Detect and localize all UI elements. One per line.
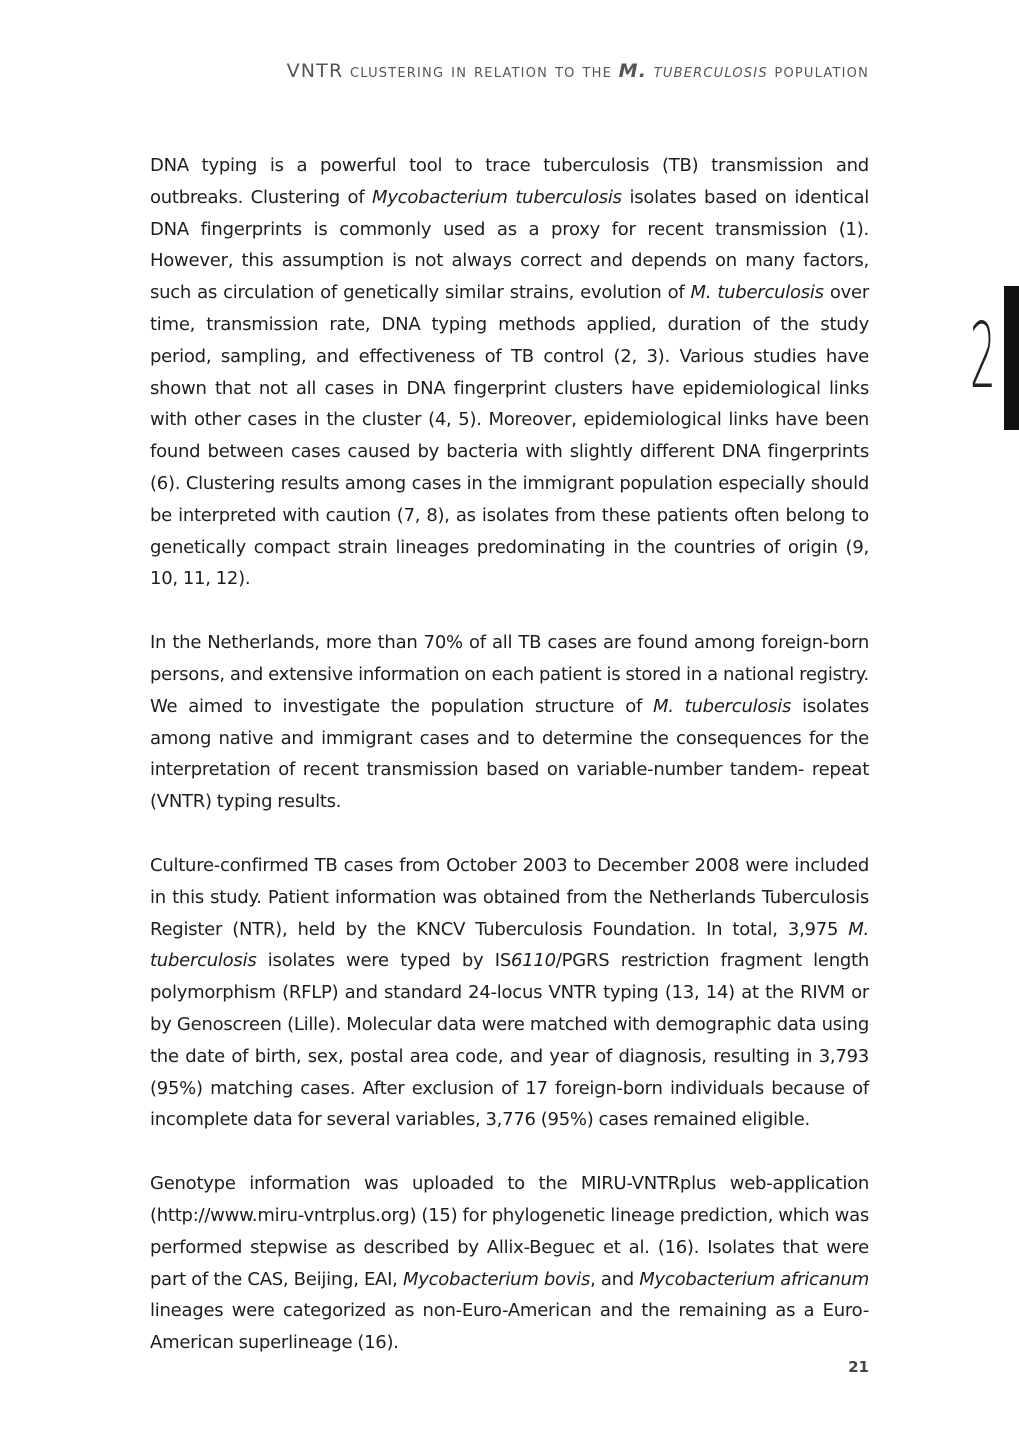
italic-run: M. tuberculosis [652,695,792,717]
chapter-tab-bar [1004,286,1019,430]
italic-run: 6110 [511,950,556,972]
running-head [287,60,869,82]
chapter-number: 2 [970,304,996,409]
page-number: 21 [848,1358,869,1376]
text-run: isolates were typed by IS [256,950,512,972]
text-run: DNA typing is a powerful tool to trace tuberculosis (TB) transmission and outbreaks. Clustering of [150,155,869,208]
text-run: lineages were categorized as non-Euro-American and the remaining as a Euro-American superlineage (16). [150,1300,869,1354]
text-run: , and [590,1268,640,1290]
paragraph-2 [150,627,869,818]
paragraph-1 [150,150,869,595]
running-head-part1: VNTR [286,60,344,82]
running-head-part4: tuberculosis [653,61,768,82]
text-run: isolates based on identical DNA fingerprints is commonly used as a proxy for recent transmission (1). However, this assumption is not always correct and depends on many factors, such as circulation of genetically similar strains, evolution of [150,186,869,304]
italic-run: Mycobacterium africanum [639,1268,869,1290]
text-run: isolates among native and immigrant cases and to determine the consequences for the interpretation of recent transmission based on variable-number tandem- repeat (VNTR) typing results. [150,695,869,813]
text-run: /PGRS restriction fragment length polymorphism (RFLP) and standard 24-locus VNTR typing (13, 14) at the RIVM or by Genoscreen (Lille). Molecular data were matched with demographic data using the date of birth, sex, postal area code, and year of diagnosis, resulting in 3,793 (95%) matching cases. After exclusion of 17 foreign-born individuals because of incomplete data for several variables, 3,776 (95%) cases remained eligible. [150,950,869,1131]
text-run: over time, transmission rate, DNA typing methods applied, duration of the study period, sampling, and effectiveness of TB control (2, 3). Various studies have shown that not all cases in DNA fingerprint clusters have epidemiological links with other cases in the cluster (4, 5). Moreover, epidemiological links have been found between cases caused by bacteria with slightly different DNA fingerprints (6). Clustering results among cases in the immigrant population especially should be interpreted with caution (7, 8), as isolates from these patients often belong to genetically compact strain lineages predominating in the countries of origin (9, 10, 11, 12). [150,282,869,590]
paragraph-4 [150,1168,869,1359]
italic-run: Mycobacterium tuberculosis [372,186,622,208]
text-run: In the Netherlands, more than 70% of all TB cases are found among foreign-born persons, and extensive information on each patient is stored in a national registry. We aimed to investigate the population structure of [150,632,869,717]
italic-run: Mycobacterium bovis [402,1268,591,1290]
italic-run: M. tuberculosis [690,282,824,304]
text-run: Genotype information was uploaded to the MIRU-VNTRplus web-application (http://www.miru-vntrplus.org) (15) for phylogenetic lineage prediction, which was performed stepwise as described by Allix-Beguec et al. (16). Isolates that were part of the CAS, Beijing, EAI, [150,1173,869,1290]
text-run: Culture-confirmed TB cases from October 2003 to December 2008 were included in this study. Patient information was obtained from the Netherlands Tuberculosis Register (NTR), held by the KNCV Tuberculosis Foundation. In total, 3,975 [150,854,869,940]
running-head-part5: population [774,61,869,82]
paragraph-3 [150,850,869,1136]
running-head-part2: clustering in relation to the [350,61,613,82]
running-head-part3: M. [618,60,648,82]
body-text [150,150,869,1391]
italic-run: M. tuberculosis [150,918,869,972]
